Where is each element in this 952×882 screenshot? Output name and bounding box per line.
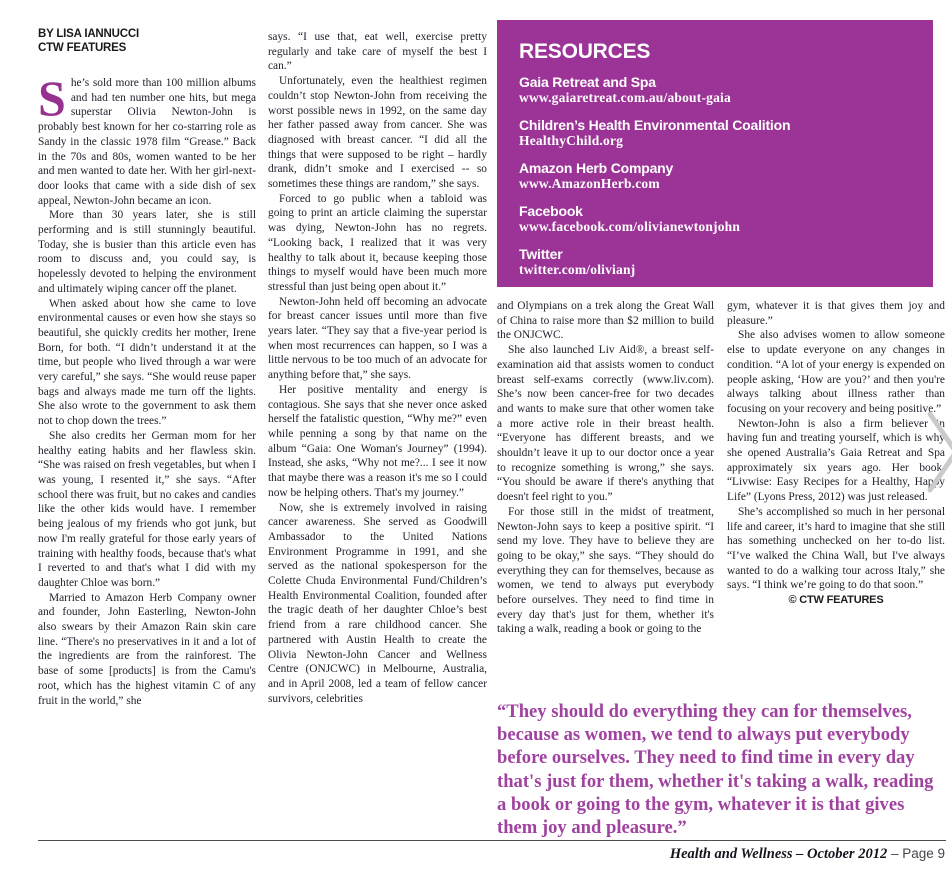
paragraph: She also advises women to allow someone else to update everyone on any changes in condition. “A lot of your energy is expended on people asking, ‘How are you?’ and then you're always talking about illness rather than focusing on your recovery and being positive.” <box>727 329 945 415</box>
paragraph: She also launched Liv Aid®, a breast self-examination aid that assists women to conduct breast self-exams correctly (www.liv.com). She’s now been cancer-free for two decades and wants to make sure that other women take a more active role in their breast health. “Everyone has different breasts, and we shouldn’t leave it up to our doctor once a year to recognize something is wrong,” she says. “You should be aware if there's anything that doesn't feel right to you.” <box>497 344 714 504</box>
resource-item <box>519 247 909 277</box>
resource-item <box>519 161 909 191</box>
resource-name: Amazon Herb Company <box>519 160 674 176</box>
paragraph: Her positive mentality and energy is contagious. She says that she never once asked herself the fatalistic question, “Why me?” even while penning a song by that name on the album “Gaia: One Woman's Journey” (1994). Instead, she asks, “Why not me?... I see it now that maybe there was a reason it's me so I could now be helping others. That's my journey.” <box>268 383 487 499</box>
resource-url: www.gaiaretreat.com.au/about-gaia <box>519 90 731 105</box>
paragraph: When asked about how she came to love environmental causes or even how she stays so beautiful, she quickly credits her mother, Irene Born, for both. “I didn’t understand it at the time, but people who lived through a war were very careful,” she says. “She would reuse paper bags and always made me turn off the lights. She also wrote to the government to ask them not to chop down the trees.” <box>38 297 256 428</box>
paragraph: Newton-John is also a firm believer in having fun and treating yourself, which is why she opened Australia’s Gaia Retreat and Spa approximately six years ago. Her book, “Livwise: Easy Recipes for a Healthy, Happy Life” (Lyons Press, 2012) was just released. <box>727 417 945 504</box>
byline <box>38 27 139 55</box>
paragraph: Married to Amazon Herb Company owner and founder, John Easterling, Newton-John also swears by their Amazon Rain skin care line. “There's no preservatives in it and a lot of the ingredients are from the rainforest. The base of some [products] is from the Camu's root, which has the highest vitamin C of any fruit in the world,” she <box>38 591 256 707</box>
article-column-2 <box>268 30 487 706</box>
resource-item <box>519 118 909 148</box>
article-column-4 <box>727 299 945 608</box>
resource-name: Children’s Health Environmental Coalition <box>519 117 791 133</box>
paragraph <box>38 70 256 208</box>
paragraph: Newton-John held off becoming an advocate for breast cancer issues until more than five years later. “They say that a five-year period is when most recurrences can happen, so I was a little nervous to be too much of an advocate for anything before that,” she says. <box>268 295 487 382</box>
resource-item <box>519 204 909 234</box>
paragraph: and Olympians on a trek along the Great Wall of China to raise more than $2 million to build the ONJCWC. <box>497 300 714 342</box>
article-column-3 <box>497 299 714 637</box>
dropcap-letter: S <box>38 70 66 126</box>
byline-agency: CTW FEATURES <box>38 42 127 54</box>
paragraph: Forced to go public when a tabloid was going to print an article claiming the superstar was dying, Newton-John has no regrets. “Looking back, I realized that it was very healthy to talk about it, because keeping those things to myself would have been much more stressful than just being open about it.” <box>268 192 487 293</box>
paragraph: says. “I use that, eat well, exercise pretty regularly and take care of myself the best I can.” <box>268 31 487 73</box>
paragraph: She’s accomplished so much in her personal life and career, it’s hard to imagine that she still has something unchecked on her to-do list. “I’ve walked the China Wall, but I've always wanted to do a walking tour across Italy,” she says. “I think we’re going to do that soon.” <box>727 505 945 592</box>
paragraph: gym, whatever it is that gives them joy and pleasure.” <box>727 300 945 327</box>
resource-name: Twitter <box>519 246 563 262</box>
resource-url: twitter.com/olivianj <box>519 262 636 277</box>
chevron-right-icon[interactable] <box>926 410 952 494</box>
paragraph: Now, she is extremely involved in raising cancer awareness. She served as Goodwill Ambassador to the United Nations Environment Programme in 1991, and she served as the national spokesperson for the Colette Chuda Environmental Fund/Children’s Health Environmental Coalition, founded after the tragic death of her daughter Chloe’s best friend from a rare childhood cancer. She partnered with Austin Health to create the Olivia Newton-John Cancer and Wellness Centre (ONJCWC) in Melbourne, Australia, and in April 2008, led a team of fellow cancer survivors, celebrities <box>268 501 487 705</box>
article-credit: © CTW FEATURES <box>788 594 884 607</box>
footer-publication: Health and Wellness – October 2012 <box>669 846 888 862</box>
byline-author: BY LISA IANNUCCI <box>38 28 139 40</box>
resources-box <box>497 20 933 287</box>
pull-quote: “They should do everything they can for themselves, because as women, we tend to always put everybody before ourselves. They need to find time in every day that's just for them, whether it's taking a walk, reading a book or going to the gym, whatever it is that gives them joy and pleasure.” <box>497 701 934 839</box>
resource-url: www.AmazonHerb.com <box>519 176 660 191</box>
paragraph-text: he’s sold more than 100 million albums and had ten number one hits, but mega superstar Olivia Newton-John is probably best known for her co-starring role as Sandy in the classic 1978 film “Grease.” Back in the 70s and 80s, women wanted to be her and men wanted to date her. With her girl-next-door looks that came with a side dish of sex appeal, Newton-John became an icon. <box>38 77 256 207</box>
article-column-1 <box>38 70 256 708</box>
resources-title: RESOURCES <box>519 40 651 63</box>
resource-url: HealthyChild.org <box>519 133 624 148</box>
paragraph: Unfortunately, even the healthiest regimen couldn’t stop Newton-John from receiving the worst possible news in 1992, on the same day her father passed away from cancer. She was diagnosed with breast cancer. “I did all the things that were supposed to be right – hardly drank, didn’t smoke and I exercised -- so sometimes these things are random,” she says. <box>268 75 487 191</box>
footer-rule <box>38 840 946 841</box>
resource-name: Gaia Retreat and Spa <box>519 74 656 90</box>
paragraph: She also credits her German mom for her healthy eating habits and her flawless skin. “She was raised on fresh vegetables, but when I was young, I resented it,” she says. “After school there was fruit, but no cakes and candies like the other kids would have. I remember being jealous of my friends who got junk, but now I'm really grateful for those early years of training with healthy foods, because that's what I reverted to and that's what I did with my daughter Chloe was born.” <box>38 429 256 589</box>
resource-name: Facebook <box>519 203 583 219</box>
resource-item <box>519 75 909 105</box>
paragraph: More than 30 years later, she is still performing and is still stunningly beautiful. Today, she is busier than this article even has room to discuss and, you could say, is hopelessly devoted to helping the environment and ultimately wiping cancer off the planet. <box>38 209 256 295</box>
resource-url: www.facebook.com/olivianewtonjohn <box>519 219 741 234</box>
footer-page-number: – Page 9 <box>887 846 945 861</box>
footer <box>670 845 945 863</box>
paragraph: For those still in the midst of treatment, Newton-John says to keep a positive spirit. “I send my love. They have to believe they are going to be okay,” she says. “They should do everything they can for themselves, because as women, we tend to always put everybody before ourselves. They need to find time in every day that's just for them, whether it's taking a walk, reading a book or going to the <box>497 505 714 636</box>
